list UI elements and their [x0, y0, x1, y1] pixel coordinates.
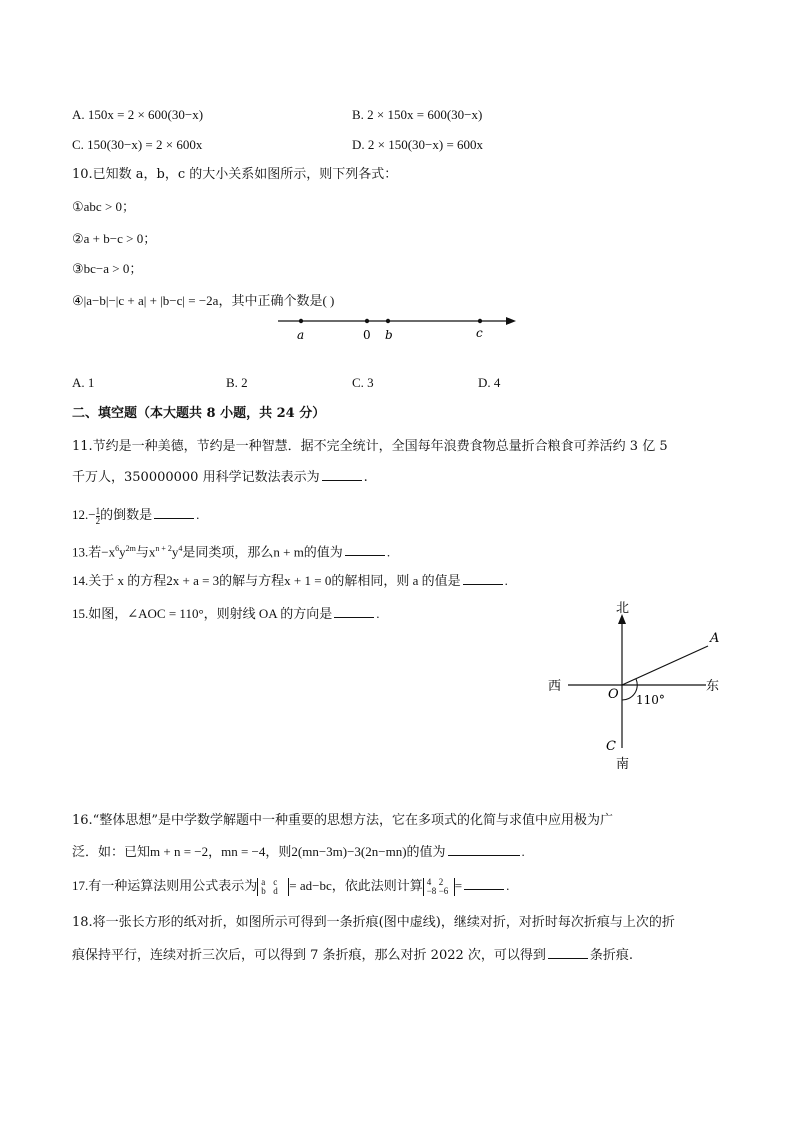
- q17-mid: = ad−bc，依此法则计算: [289, 878, 423, 893]
- point-c: [478, 319, 482, 323]
- number-line-figure: [270, 310, 530, 350]
- q16-answer-blank[interactable]: [448, 843, 520, 856]
- q11-line-2: [72, 468, 368, 487]
- number-line-arrow-icon: [506, 317, 516, 325]
- q13-prefix: 13.若−x: [72, 544, 116, 560]
- q16-period: .: [521, 844, 525, 859]
- det2-b: −8: [426, 886, 437, 897]
- q10-item-3: ③bc−a > 0；: [72, 261, 143, 276]
- label-c: c: [476, 326, 483, 340]
- q15-text: 15.如图，∠AOC = 110°，则射线 OA 的方向是: [72, 606, 333, 621]
- q18-line-1: 18.将一张长方形的纸对折，如图所示可得到一条折痕(图中虚线)，继续对折，对折时每次折痕与上次的折: [72, 915, 675, 930]
- label-a: A: [710, 631, 720, 646]
- q9-option-a: A. 150x = 2 × 600(30−x): [72, 107, 204, 122]
- q17-determinant-problem: [423, 878, 455, 896]
- q12-suffix: 的倒数是: [100, 507, 153, 522]
- point-a: [299, 319, 303, 323]
- q10-option-c: C. 3: [352, 375, 374, 390]
- q11-line-1: 11.节约是一种美德，节约是一种智慧．据不完全统计，全国每年浪费食物总量折合粮食可养活约 3 亿 5: [72, 439, 668, 454]
- q12-denominator: 2: [95, 515, 101, 526]
- q18-line-2-text: 痕保持平行，连续对折三次后，可以得到 7 条折痕，那么对折 2022 次，可以得到: [72, 948, 546, 963]
- q17-prefix: 17.有一种运算法则用公式表示为: [72, 878, 258, 893]
- q10-item-4: ④|a−b|−|c + a| + |b−c| = −2a，其中正确个数是( ): [72, 293, 335, 308]
- q10-item-1: ①abc > 0；: [72, 199, 136, 214]
- q15-answer-blank[interactable]: [334, 605, 374, 618]
- q10-option-d: D. 4: [478, 375, 501, 390]
- q12-answer-blank[interactable]: [154, 506, 194, 519]
- q17-answer-blank[interactable]: [464, 877, 504, 890]
- q13-exp-1: 6: [115, 544, 120, 553]
- q11-period: .: [363, 470, 368, 485]
- q13-exp-2: 2m: [125, 544, 136, 553]
- q13-y2: y: [171, 544, 179, 560]
- q15-period: .: [376, 606, 380, 621]
- q13-period: .: [386, 544, 391, 560]
- label-c: C: [606, 739, 616, 754]
- q9-option-b: B. 2 × 150x = 600(30−x): [352, 107, 483, 122]
- det1-c: c: [273, 877, 278, 888]
- q18-suffix: 条折痕.: [589, 948, 634, 963]
- q16-line-1: 16.“整体思想”是中学数学解题中一种重要的思想方法，它在多项式的化简与求值中应用极为广: [72, 813, 613, 828]
- q10-option-b: B. 2: [226, 375, 248, 390]
- label-east: 东: [706, 679, 720, 694]
- q12-numerator: 1: [95, 505, 101, 516]
- point-zero: [365, 319, 369, 323]
- q17: [72, 877, 509, 896]
- q16-line-2-text: 泛．如：已知m + n = −2，mn = −4，则2(mn−3m)−3(2n−mn)的值为: [72, 844, 446, 859]
- q13-exp-4: 4: [178, 544, 183, 553]
- point-b: [386, 319, 390, 323]
- q14-text: 14.关于 x 的方程2x + a = 3的解与方程x + 1 = 0的解相同，则 a 的值是: [72, 573, 461, 588]
- label-angle: 110°: [636, 693, 665, 707]
- q13-suffix: 是同类项，那么n + m的值为: [182, 544, 343, 560]
- section-2-title: 二、填空题（本大题共 8 小题，共 24 分）: [72, 406, 326, 421]
- label-west: 西: [548, 679, 562, 694]
- label-o: O: [608, 687, 619, 702]
- q12-period: .: [196, 507, 200, 522]
- q11-answer-blank[interactable]: [322, 468, 362, 481]
- label-zero: 0: [363, 328, 371, 342]
- label-north: 北: [616, 601, 630, 616]
- det2-c: 2: [438, 877, 444, 888]
- q13: [72, 540, 390, 561]
- compass-figure: [540, 598, 750, 776]
- q13-y1: y: [119, 544, 126, 560]
- label-b: b: [385, 328, 393, 342]
- q11-line-2-text: 千万人，350000000 用科学记数法表示为: [72, 470, 320, 485]
- q16-line-2: [72, 843, 525, 861]
- q10-option-a: A. 1: [72, 375, 95, 390]
- ray-oa: [622, 646, 708, 685]
- q12-prefix: 12.−: [72, 507, 96, 522]
- q17-suffix: =: [454, 878, 463, 893]
- det2-d: −6: [438, 886, 449, 897]
- q13-mid: 与x: [135, 544, 156, 560]
- q13-answer-blank[interactable]: [345, 543, 385, 556]
- det1-d: d: [273, 886, 278, 897]
- det1-a: a: [261, 877, 266, 888]
- label-a: a: [297, 328, 305, 342]
- q18-answer-blank[interactable]: [548, 946, 588, 959]
- q17-period: .: [506, 878, 510, 893]
- det2-a: 4: [426, 877, 432, 888]
- det1-b: b: [261, 886, 266, 897]
- q14-answer-blank[interactable]: [463, 572, 503, 585]
- q10-stem: 10.已知数 a，b，c 的大小关系如图所示，则下列各式：: [72, 167, 398, 182]
- q9-option-d: D. 2 × 150(30−x) = 600x: [352, 137, 484, 152]
- q15: [72, 605, 379, 623]
- q18-line-2: [72, 946, 633, 965]
- q13-exp-3: n + 2: [155, 544, 172, 553]
- q14-period: .: [504, 573, 508, 588]
- q10-item-2: ②a + b−c > 0；: [72, 231, 157, 246]
- q17-determinant-formula: [257, 878, 289, 896]
- q14: [72, 572, 508, 590]
- q12: [72, 506, 199, 526]
- q9-option-c: C. 150(30−x) = 2 × 600x: [72, 137, 203, 152]
- label-south: 南: [616, 757, 630, 772]
